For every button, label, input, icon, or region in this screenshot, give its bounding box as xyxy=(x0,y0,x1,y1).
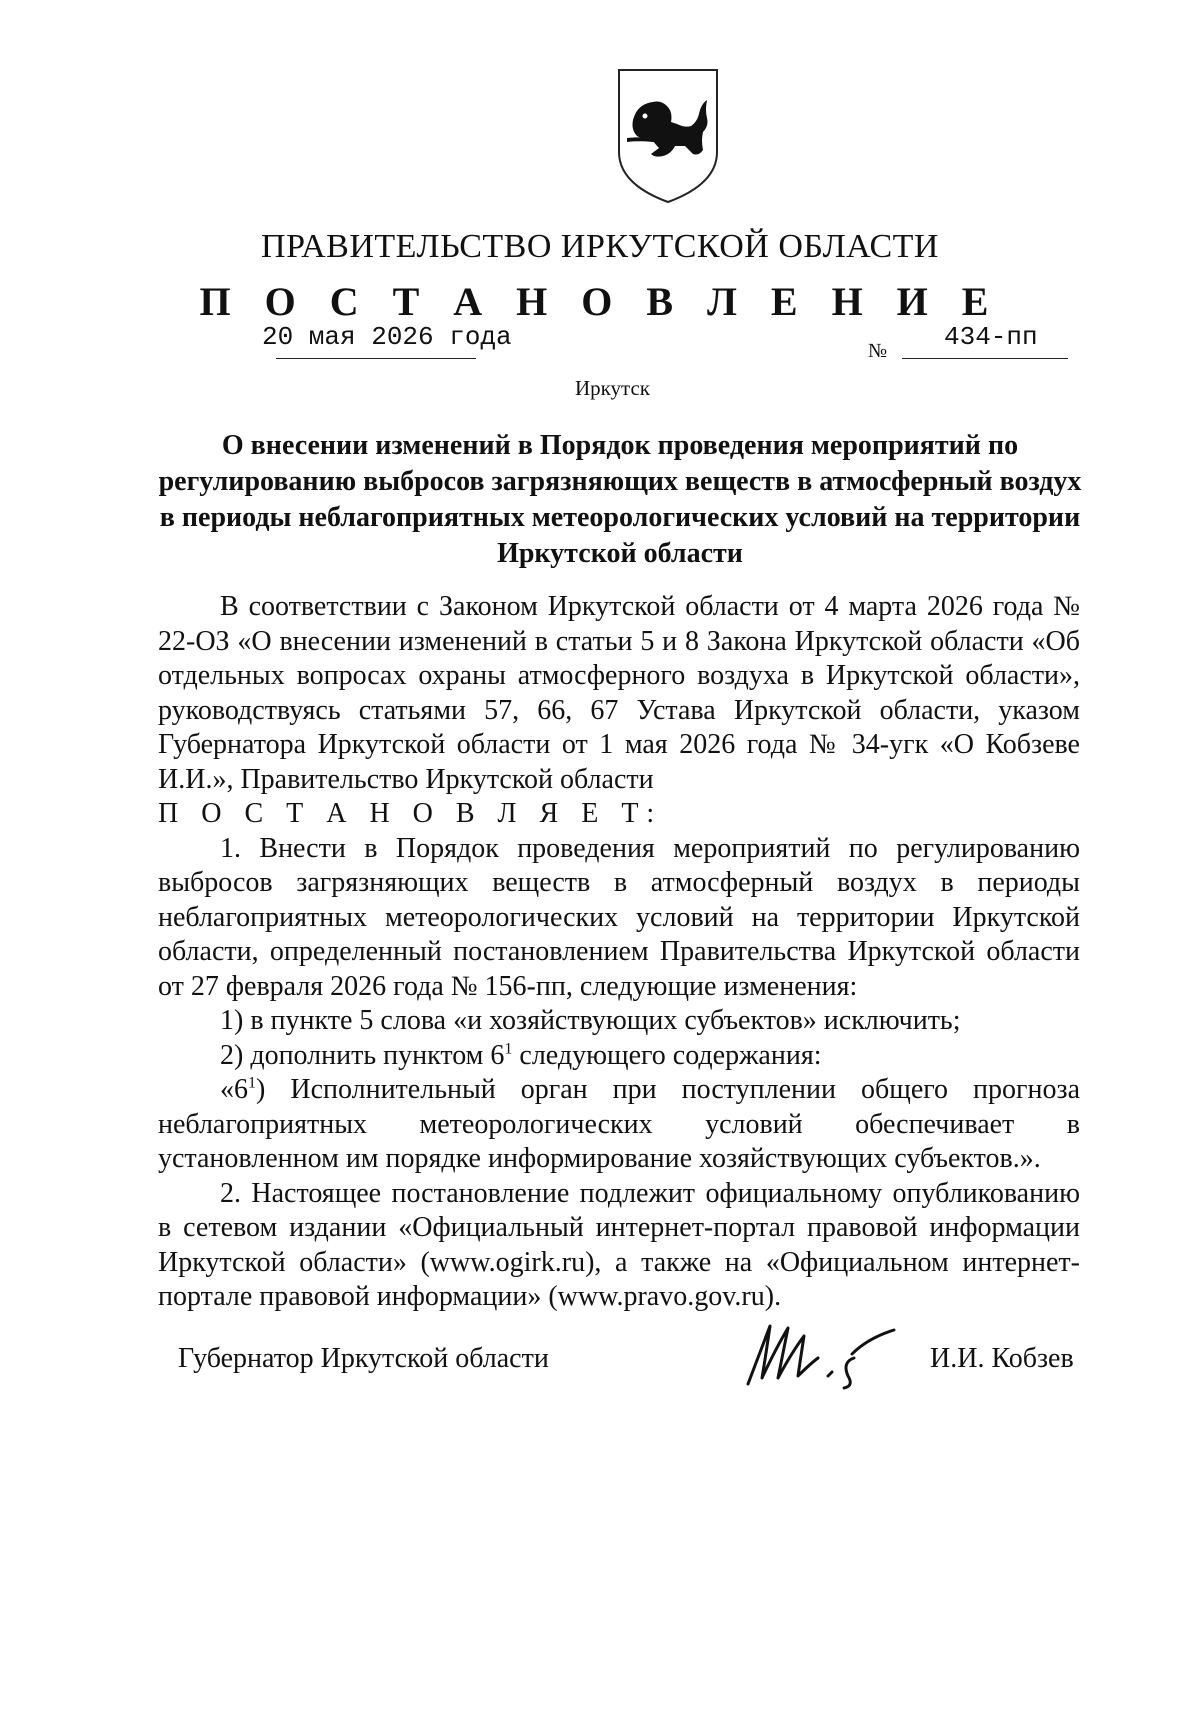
document-type: П О С Т А Н О В Л Е Н И Е xyxy=(199,279,1001,324)
quote-open: «6 xyxy=(220,1074,248,1105)
subitem-2-paragraph xyxy=(158,1039,1080,1074)
document-title: О внесении изменений в Порядок проведения мероприятий по регулированию выбросов загрязняющих веществ в атмосферный воздух в периоды неблагоприятных метеорологических условий на территории Иркутской области xyxy=(158,430,1082,569)
item-1-paragraph: 1. Внести в Порядок проведения мероприятий по регулированию выбросов загрязняющих веществ в атмосферный воздух в периоды неблагоприятных метеорологических условий на территории Иркутской области, определенный постановлением Правительства Иркутской области от 27 февраля 2026 года № 156-пп, следующие изменения: xyxy=(158,832,1080,1002)
number-sign: № xyxy=(868,340,888,362)
authority-name: ПРАВИТЕЛЬСТВО ИРКУТСКОЙ ОБЛАСТИ xyxy=(261,228,939,265)
document-city: Иркутск xyxy=(574,376,651,400)
subitem-2-superscript: 1 xyxy=(504,1040,513,1058)
coat-of-arms-icon xyxy=(615,66,721,206)
quote-superscript: 1 xyxy=(248,1074,256,1092)
item-2-paragraph: 2. Настоящее постановление подлежит официальному опубликованию в сетевом издании «Официальный интернет-портал правовой информации Иркутской области» (www.ogirk.ru), а также на «Официальном интернет-портале правовой информации» (www.pravo.gov.ru). xyxy=(158,1177,1080,1312)
document-number: 434-пп xyxy=(944,322,1038,352)
quote-text: ) Исполнительный орган при поступлении общего прогноза неблагоприятных метеорологических условий обеспечивает в установленном им порядке информирование хозяйствующих субъектов.». xyxy=(158,1074,1080,1174)
number-underline xyxy=(902,358,1068,359)
document-date: 20 мая 2026 года xyxy=(262,322,512,352)
signatory-name: И.И. Кобзев xyxy=(930,1343,1074,1374)
document-body xyxy=(158,590,1080,1315)
handwritten-signature-icon xyxy=(744,1318,914,1390)
subitem-2-tail: следующего содержания: xyxy=(512,1039,822,1071)
babr-silhouette xyxy=(633,100,708,157)
date-underline xyxy=(276,358,476,359)
subitem-1-paragraph: 1) в пункте 5 слова «и хозяйствующих субъектов» исключить; xyxy=(220,1005,961,1036)
preamble-paragraph: В соответствии с Законом Иркутской области от 4 марта 2026 года № 22-ОЗ «О внесении изменений в статьи 5 и 8 Закона Иркутской области «Об отдельных вопросах охраны атмосферного воздуха в Иркутской области», руководствуясь статьями 57, 66, 67 Устава Иркутской области, указом Губернатора Иркутской области от 1 мая 2026 года № 34-угк «О Кобзеве И.И.», Правительство Иркутской области xyxy=(158,591,1080,795)
resolves-heading: П О С Т А Н О В Л Я Е Т: xyxy=(158,798,663,829)
signatory-position: Губернатор Иркутской области xyxy=(178,1343,549,1374)
quoted-amendment-paragraph xyxy=(158,1073,1080,1177)
subitem-2-text: 2) дополнить пунктом 6 xyxy=(220,1039,505,1071)
